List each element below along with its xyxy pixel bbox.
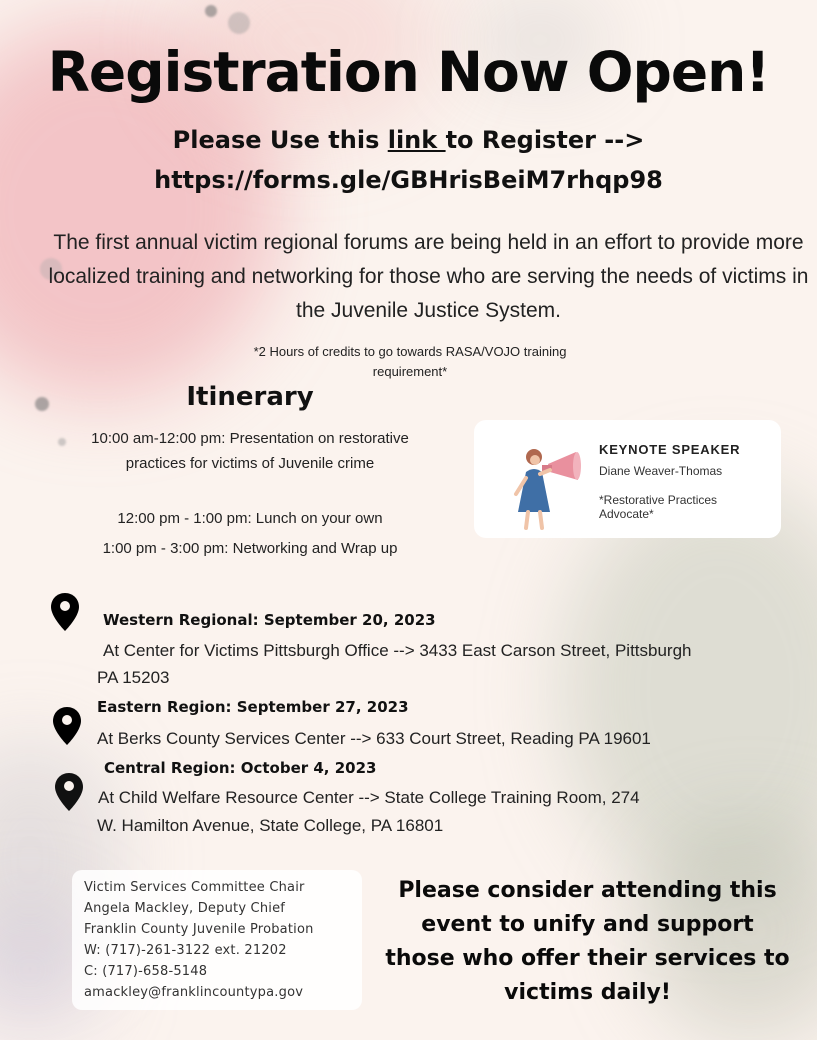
itinerary-item: 12:00 pm - 1:00 pm: Lunch on your own — [117, 510, 383, 527]
keynote-role: *Restorative Practices Advocate* — [599, 493, 718, 521]
itinerary-title: Itinerary — [186, 382, 314, 412]
register-suffix: to Register --> — [445, 126, 645, 154]
contact-phone-work: W: (717)-261-3122 ext. 21202 — [84, 943, 287, 958]
background-wash-green — [560, 480, 817, 900]
contact-line: Victim Services Committee Chair — [84, 880, 305, 895]
register-instruction — [0, 126, 817, 154]
registration-url[interactable]: https://forms.gle/GBHrisBeiM7rhqp98 — [154, 166, 663, 194]
location-address-western: At Center for Victims Pittsburgh Office --> 3433 East Carson Street, Pittsburgh — [103, 641, 692, 660]
location-address-eastern: At Berks County Services Center --> 633 Court Street, Reading PA 19601 — [97, 729, 651, 748]
map-pin-icon — [50, 592, 80, 632]
itinerary-item: 10:00 am-12:00 pm: Presentation on restorative practices for victims of Juvenile crime — [91, 430, 409, 472]
contact-card — [72, 870, 362, 1010]
contact-phone-cell: C: (717)-658-5148 — [84, 964, 208, 979]
keynote-heading: KEYNOTE SPEAKER — [599, 442, 741, 457]
contact-line: Angela Mackley, Deputy Chief — [84, 901, 286, 916]
paint-speck — [228, 12, 250, 34]
closing-message: Please consider attending this event to unify and support those who offer their services to victims daily! — [385, 878, 790, 1005]
keynote-card — [474, 420, 781, 538]
paint-speck — [205, 5, 217, 17]
map-pin-icon — [54, 772, 84, 812]
register-prefix: Please Use this — [172, 126, 388, 154]
location-address-central-2: W. Hamilton Avenue, State College, PA 16801 — [97, 816, 444, 835]
credits-line-1: *2 Hours of credits to go towards RASA/VOJO training — [253, 344, 567, 359]
page-title: Registration Now Open! — [47, 40, 770, 104]
itinerary-item: 1:00 pm - 3:00 pm: Networking and Wrap up — [102, 540, 398, 557]
location-heading-eastern: Eastern Region: September 27, 2023 — [97, 698, 409, 716]
location-address-central: At Child Welfare Resource Center --> State College Training Room, 274 — [98, 788, 640, 807]
contact-email[interactable]: amackley@franklincountypa.gov — [84, 985, 304, 1000]
map-pin-icon — [52, 706, 82, 746]
megaphone-woman-illustration — [496, 432, 586, 532]
credits-line-2: requirement* — [372, 364, 448, 379]
contact-line: Franklin County Juvenile Probation — [84, 922, 314, 937]
register-link[interactable]: link — [387, 126, 446, 154]
location-heading-western: Western Regional: September 20, 2023 — [103, 611, 436, 629]
location-address-western-2: PA 15203 — [97, 668, 170, 687]
intro-paragraph: The first annual victim regional forums are being held in an effort to provide more localized training and networking for those who are serving the needs of victims in the Juvenile Justice System. — [48, 231, 809, 322]
paint-speck — [35, 397, 49, 411]
credits-note — [200, 342, 620, 382]
location-heading-central: Central Region: October 4, 2023 — [104, 759, 377, 777]
keynote-name: Diane Weaver-Thomas — [599, 464, 723, 478]
